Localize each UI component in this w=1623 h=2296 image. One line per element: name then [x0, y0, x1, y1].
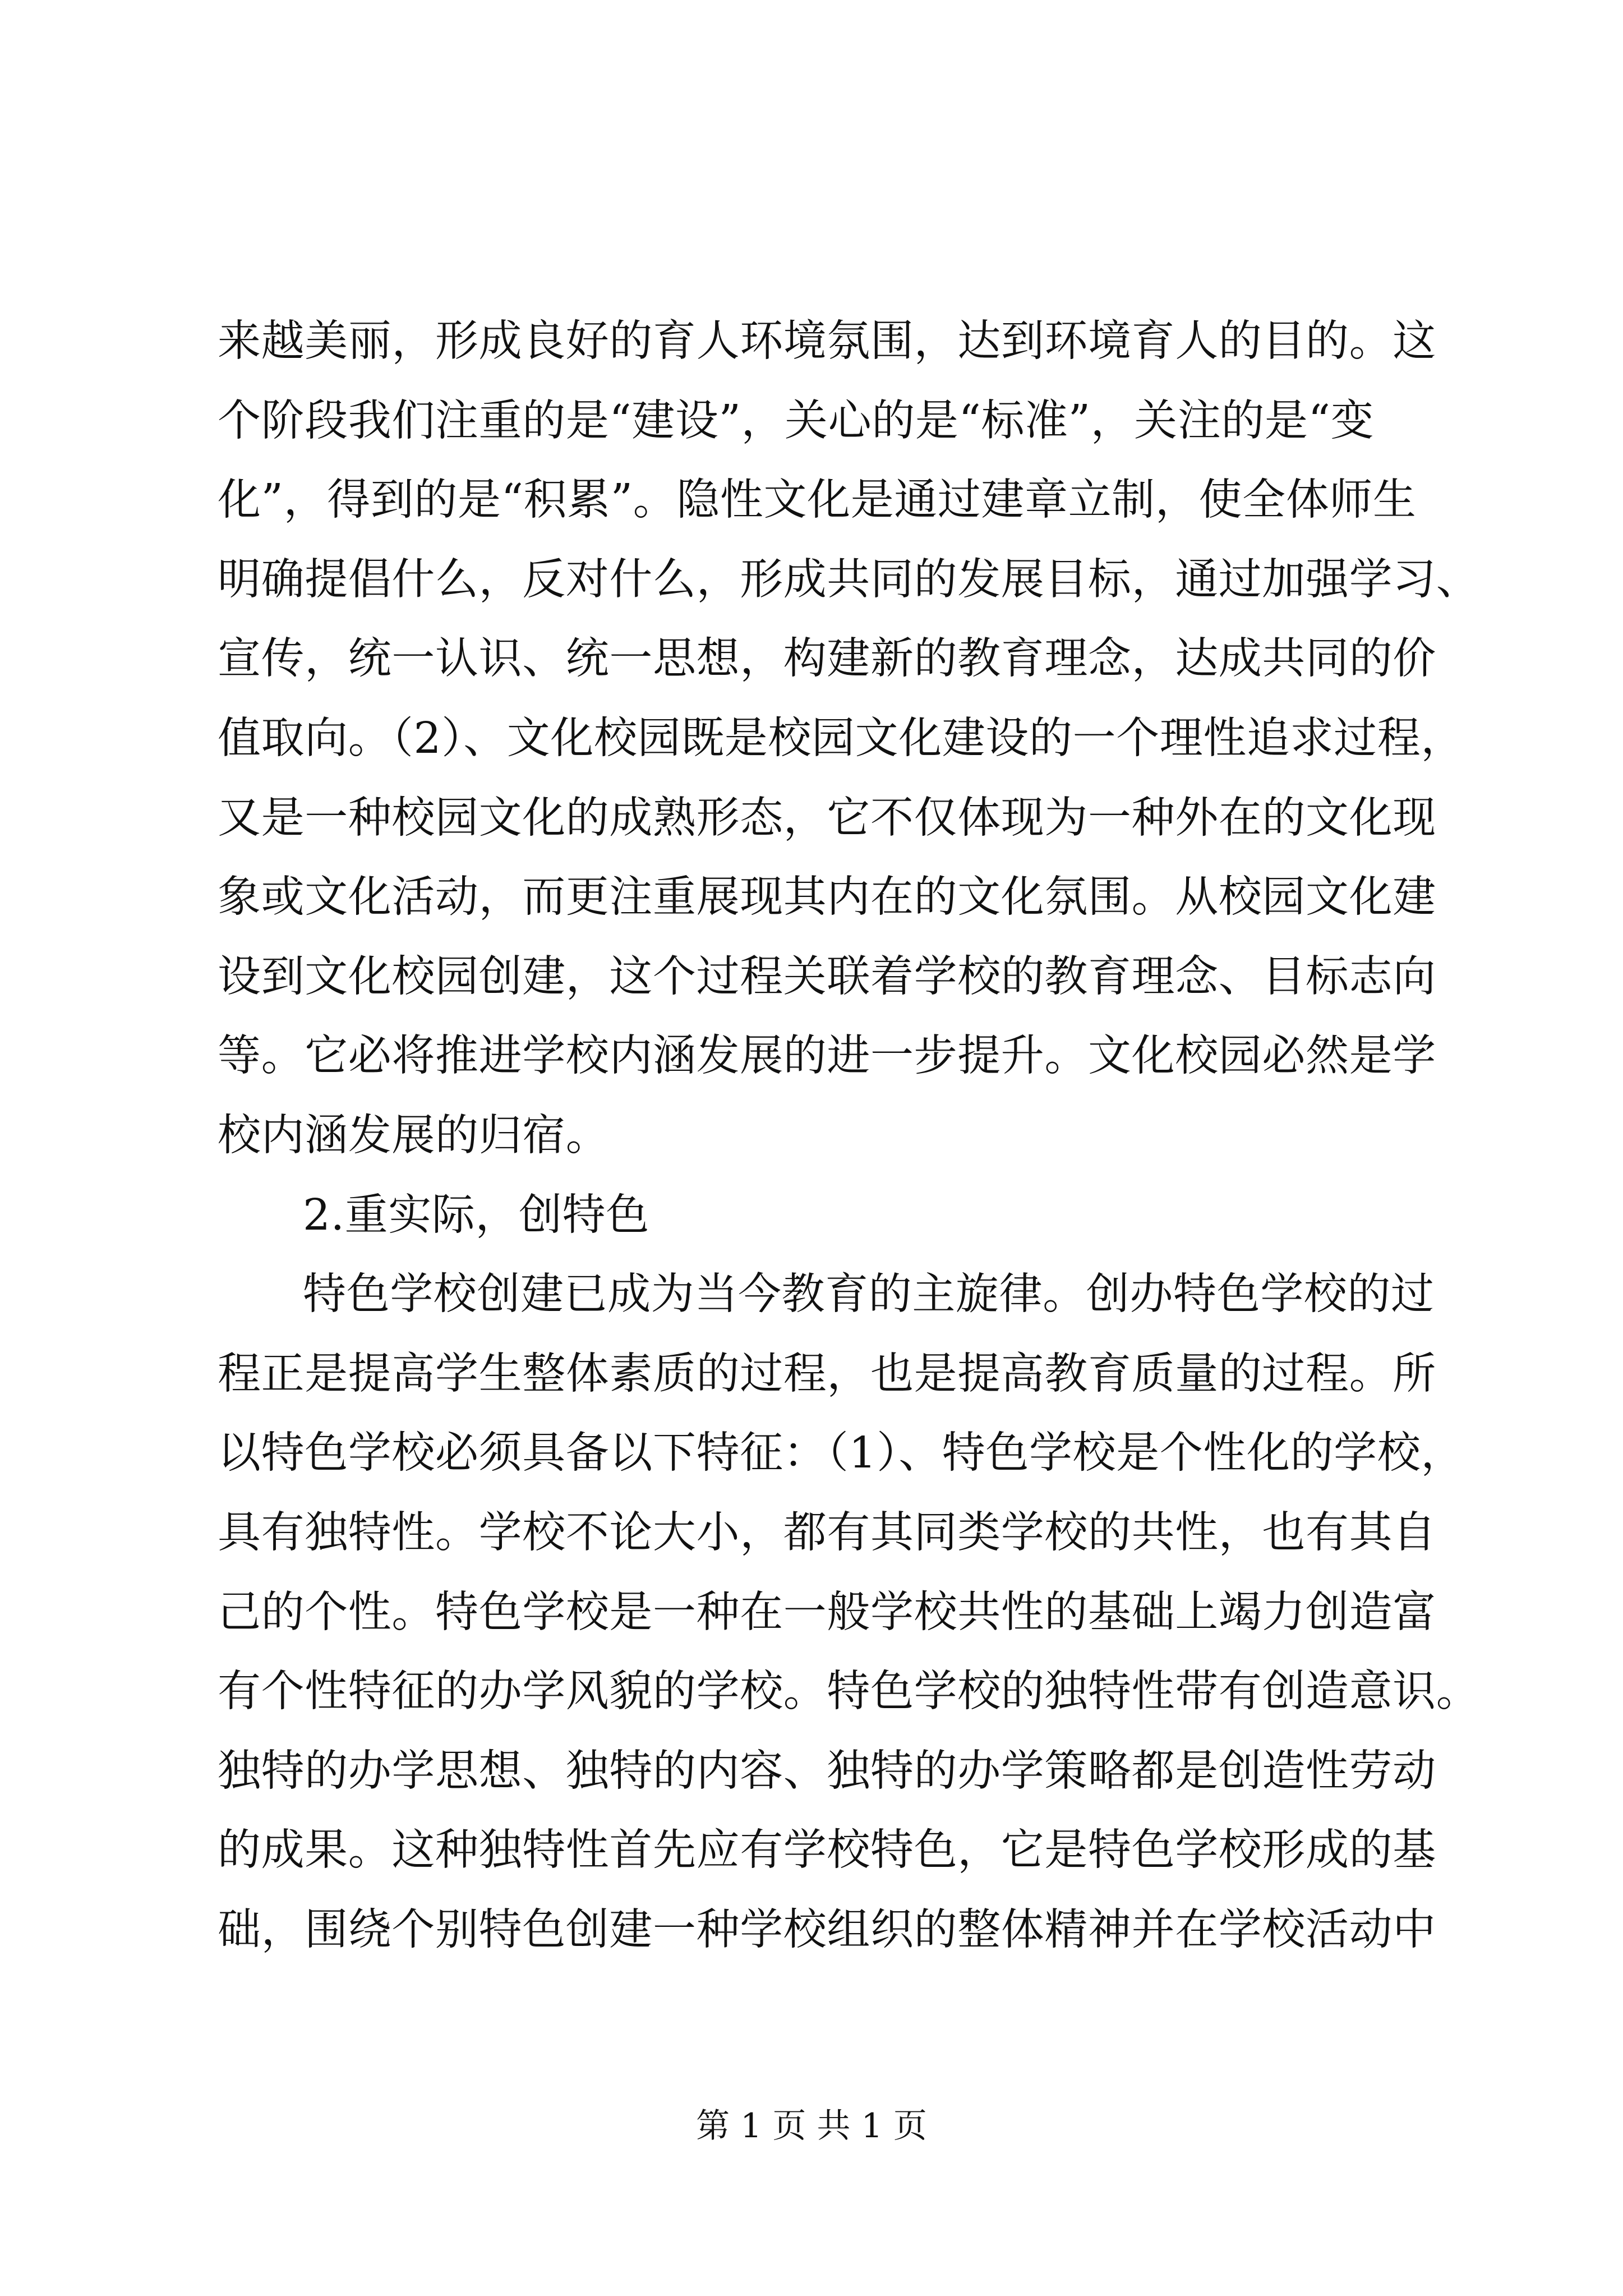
body-text [218, 302, 1480, 1970]
text-line: 以特色学校必须具备以下特征：（1）、特色学校是个性化的学校， [218, 1428, 1464, 1479]
text-line: 来越美丽，形成良好的育人环境氛围，达到环境育人的目的。这 [218, 316, 1436, 366]
text-line: 有个性特征的办学风貌的学校。特色学校的独特性带有创造意识。 [218, 1667, 1480, 1717]
text-line: 值取向。（2）、文化校园既是校园文化建设的一个理性追求过程， [218, 713, 1464, 763]
text-line: 具有独特性。学校不论大小，都有其同类学校的共性，也有其自 [218, 1507, 1436, 1558]
text-line: 又是一种校园文化的成熟形态，它不仅体现为一种外在的文化现 [218, 793, 1436, 843]
text-line: 宣传，统一认识、统一思想，构建新的教育理念，达成共同的价 [218, 634, 1436, 684]
text-line: 象或文化活动，而更注重展现其内在的文化氛围。从校园文化建 [218, 872, 1436, 923]
page-number-footer: 第 1 页 共 1 页 [696, 2106, 927, 2146]
text-line: 的成果。这种独特性首先应有学校特色，它是特色学校形成的基 [218, 1825, 1436, 1876]
paragraph-first-line: 特色学校创建已成为当今教育的主旋律。创办特色学校的过 [303, 1269, 1435, 1320]
text-line: 个阶段我们注重的是“建设”，关心的是“标准”，关注的是“变 [218, 395, 1375, 446]
text-line: 设到文化校园创建，这个过程关联着学校的教育理念、目标志向 [218, 951, 1436, 1002]
text-line: 等。它必将推进学校内涵发展的进一步提升。文化校园必然是学 [218, 1031, 1436, 1082]
section-heading: 2.重实际，创特色 [303, 1190, 649, 1240]
text-line: 明确提倡什么，反对什么，形成共同的发展目标，通过加强学习、 [218, 554, 1480, 605]
text-line: 程正是提高学生整体素质的过程，也是提高教育质量的过程。所 [218, 1349, 1436, 1399]
text-line: 化”，得到的是“积累”。隐性文化是通过建章立制，使全体师生 [218, 475, 1417, 526]
text-line: 己的个性。特色学校是一种在一般学校共性的基础上竭力创造富 [218, 1587, 1436, 1637]
text-line: 独特的办学思想、独特的内容、独特的办学策略都是创造性劳动 [218, 1746, 1436, 1796]
text-line: 校内涵发展的归宿。 [218, 1110, 610, 1161]
text-line: 础，围绕个别特色创建一种学校组织的整体精神并在学校活动中 [218, 1904, 1436, 1955]
